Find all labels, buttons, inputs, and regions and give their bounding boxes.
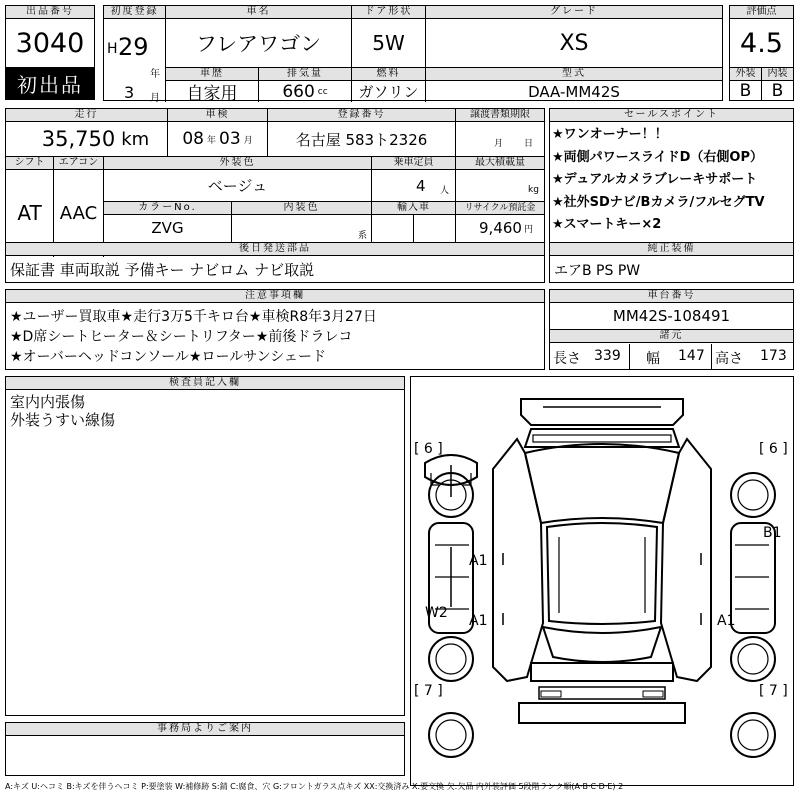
import-right-cell (414, 214, 456, 242)
reg-month: 3 (124, 83, 135, 102)
note-line: ★ユーザー買取車★走行3万5千キロ台★車検R8年3月27日 (10, 309, 377, 325)
recycle-cell (456, 214, 544, 242)
transfer-header: 譲渡書類期限 (456, 109, 544, 122)
sales-point: ★社外SDナビ/Bカメラ/フルセグTV (552, 194, 765, 210)
details-box (5, 108, 545, 283)
inspector-header: 検査員記入欄 (6, 377, 404, 390)
lot-box (5, 5, 95, 100)
recycle-unit: 円 (523, 224, 533, 235)
ac-value: AAC (54, 169, 104, 257)
model-value: DAA-MM42S (528, 82, 620, 101)
color-value: ベージュ (104, 169, 372, 201)
car-name: フレアワゴン (166, 19, 352, 67)
lot-number: 3040 (15, 27, 85, 59)
score-header: 評価点 (730, 6, 793, 19)
notes-lines (6, 303, 544, 367)
load-cell (456, 169, 544, 201)
dim-length-value: 339 (594, 348, 621, 364)
reg-year: 29 (118, 33, 149, 61)
dim-height (712, 344, 793, 369)
transfer-cell (456, 122, 544, 156)
later-value: 保証書 車両取説 予備キー ナビロム ナビ取説 (10, 261, 315, 279)
load-header: 最大積載量 (456, 156, 544, 170)
dim-length-label: 長さ (553, 351, 581, 367)
plate-header: 登録番号 (268, 109, 456, 122)
sales-point: ★スマートキー×2 (552, 217, 662, 232)
dim-height-value: 173 (760, 348, 787, 364)
mark-bottom-left: [ 7 ] (414, 683, 443, 699)
damage-code-a1: A1 (469, 553, 488, 569)
fuel-header: 燃料 (352, 67, 426, 81)
sales-header: セールスポイント (550, 109, 793, 122)
reg-year-unit: 年 (150, 69, 160, 80)
doors-header: ドア形状 (352, 6, 426, 19)
first-listing-badge: 初出品 (6, 67, 94, 99)
mileage-header: 走行 (6, 109, 168, 122)
car-outline (411, 377, 793, 785)
recycle-value: 9,460 (479, 219, 522, 237)
office-header: 事務局よりご案内 (6, 723, 404, 736)
damage-code-a1: A1 (717, 613, 736, 629)
dim-height-label: 高さ (715, 351, 743, 367)
inspect-header: 車検 (168, 109, 268, 122)
sales-box (549, 108, 794, 283)
sales-points (550, 122, 793, 237)
load-unit: kg (528, 185, 539, 195)
note-line: ★オーバーヘッドコンソール★ロールサンシェード (10, 349, 326, 365)
mark-bottom-right: [ 7 ] (759, 683, 788, 699)
sales-point: ★デュアルカメラブレーキサポート (552, 172, 758, 187)
notes-box (5, 289, 545, 370)
int-header: 内装 (762, 67, 793, 81)
import-header: 輸入車 (372, 201, 456, 215)
chassis-box (549, 289, 794, 370)
grade-header: グレード (426, 6, 722, 19)
dims-row (550, 344, 793, 369)
reg-cell (104, 19, 166, 102)
dim-width-value: 147 (678, 348, 705, 364)
damage-code-b1: B1 (763, 525, 782, 541)
equip-value: エアB PS PW (554, 263, 641, 279)
model-header: 型式 (426, 67, 722, 81)
intcolor-cell (232, 214, 372, 242)
office-box (5, 722, 405, 776)
disp-unit: cc (317, 86, 328, 97)
transfer-month-unit: 月 (494, 139, 504, 149)
inspector-line: 室内内張傷 (10, 393, 86, 411)
grade-value: XS (559, 30, 589, 56)
mark-top-right: [ 6 ] (759, 441, 788, 457)
inspect-month: 03 (219, 129, 241, 149)
note-line: ★D席シートヒーター＆シートリフター★前後ドラレコ (10, 329, 353, 345)
chassis-number: MM42S-108491 (612, 307, 731, 325)
plate-value: 名古屋 583ト2326 (268, 122, 456, 156)
dims-header: 諸元 (550, 329, 793, 343)
mileage-unit: km (121, 128, 150, 150)
fuel-value: ガソリン (352, 81, 426, 102)
code-value: ZVG (104, 214, 232, 242)
recycle-header: リサイクル預託金 (456, 201, 544, 215)
equip-header: 純正装備 (550, 242, 793, 256)
shift-value: AT (6, 169, 54, 257)
chassis-header: 車台番号 (550, 290, 793, 303)
inspector-line: 外装うすい線傷 (10, 411, 116, 429)
damage-code-a1: A1 (469, 613, 488, 629)
doors-value: 5W (352, 19, 426, 67)
inspector-box (5, 376, 405, 716)
seats-unit: 人 (440, 186, 450, 196)
seats-value: 4 (416, 177, 426, 195)
disp-cell (259, 81, 352, 102)
car-info-box (103, 5, 723, 104)
history-header: 車歴 (166, 67, 259, 81)
reg-month-unit: 月 (150, 93, 160, 104)
legend: A:キズ U:ヘコミ B:キズを伴うヘコミ P:要塗装 W:補修跡 S:錆 C:腐食、穴 G:フロントガラス点キズ XX:交換済み X:要交換 欠:欠品 内外装評価 5段階ランク順(A·B·C·D·E) 2 (5, 782, 624, 791)
ext-grade: B (730, 81, 762, 101)
score-box (729, 5, 794, 101)
transfer-day-unit: 日 (524, 139, 534, 149)
sales-point: ★ワンオーナー！！ (552, 127, 668, 142)
seats-cell (372, 169, 456, 201)
disp-header: 排気量 (259, 67, 352, 81)
name-header: 車名 (166, 6, 352, 19)
damage-diagram (410, 376, 794, 786)
dim-width-label: 幅 (646, 351, 660, 367)
code-header: カラーNo. (104, 201, 232, 215)
mileage-value: 35,750 (41, 127, 116, 151)
ac-header: エアコン (54, 156, 104, 170)
intcolor-header: 内装色 (232, 201, 372, 215)
intcolor-unit: 系 (358, 231, 368, 241)
sales-point: ★両側パワースライドD（右側OP） (552, 149, 763, 165)
inspector-lines (6, 390, 404, 429)
history-value: 自家用 (166, 81, 259, 102)
inspect-year: 08 (182, 129, 204, 149)
inspect-year-unit: 年 (206, 135, 216, 146)
inspect-month-unit: 月 (243, 135, 253, 146)
damage-code-w2: W2 (425, 605, 448, 621)
shift-header: シフト (6, 156, 54, 170)
dim-width (630, 344, 712, 369)
ext-header: 外装 (730, 67, 762, 81)
mileage-cell (6, 122, 168, 156)
mark-top-left: [ 6 ] (414, 441, 443, 457)
inspect-cell (168, 122, 268, 156)
reg-header: 初度登録 (104, 6, 166, 19)
reg-era: H (107, 41, 118, 57)
int-grade: B (771, 81, 784, 101)
seats-header: 乗車定員 (372, 156, 456, 170)
notes-header: 注意事項欄 (6, 290, 544, 303)
dim-length (550, 344, 630, 369)
lot-header: 出品番号 (6, 6, 94, 19)
score-value: 4.5 (740, 27, 783, 59)
color-header: 外装色 (104, 156, 372, 170)
later-header: 後日発送部品 (6, 242, 544, 256)
import-left-cell (372, 214, 414, 242)
disp-value: 660 (282, 81, 315, 102)
